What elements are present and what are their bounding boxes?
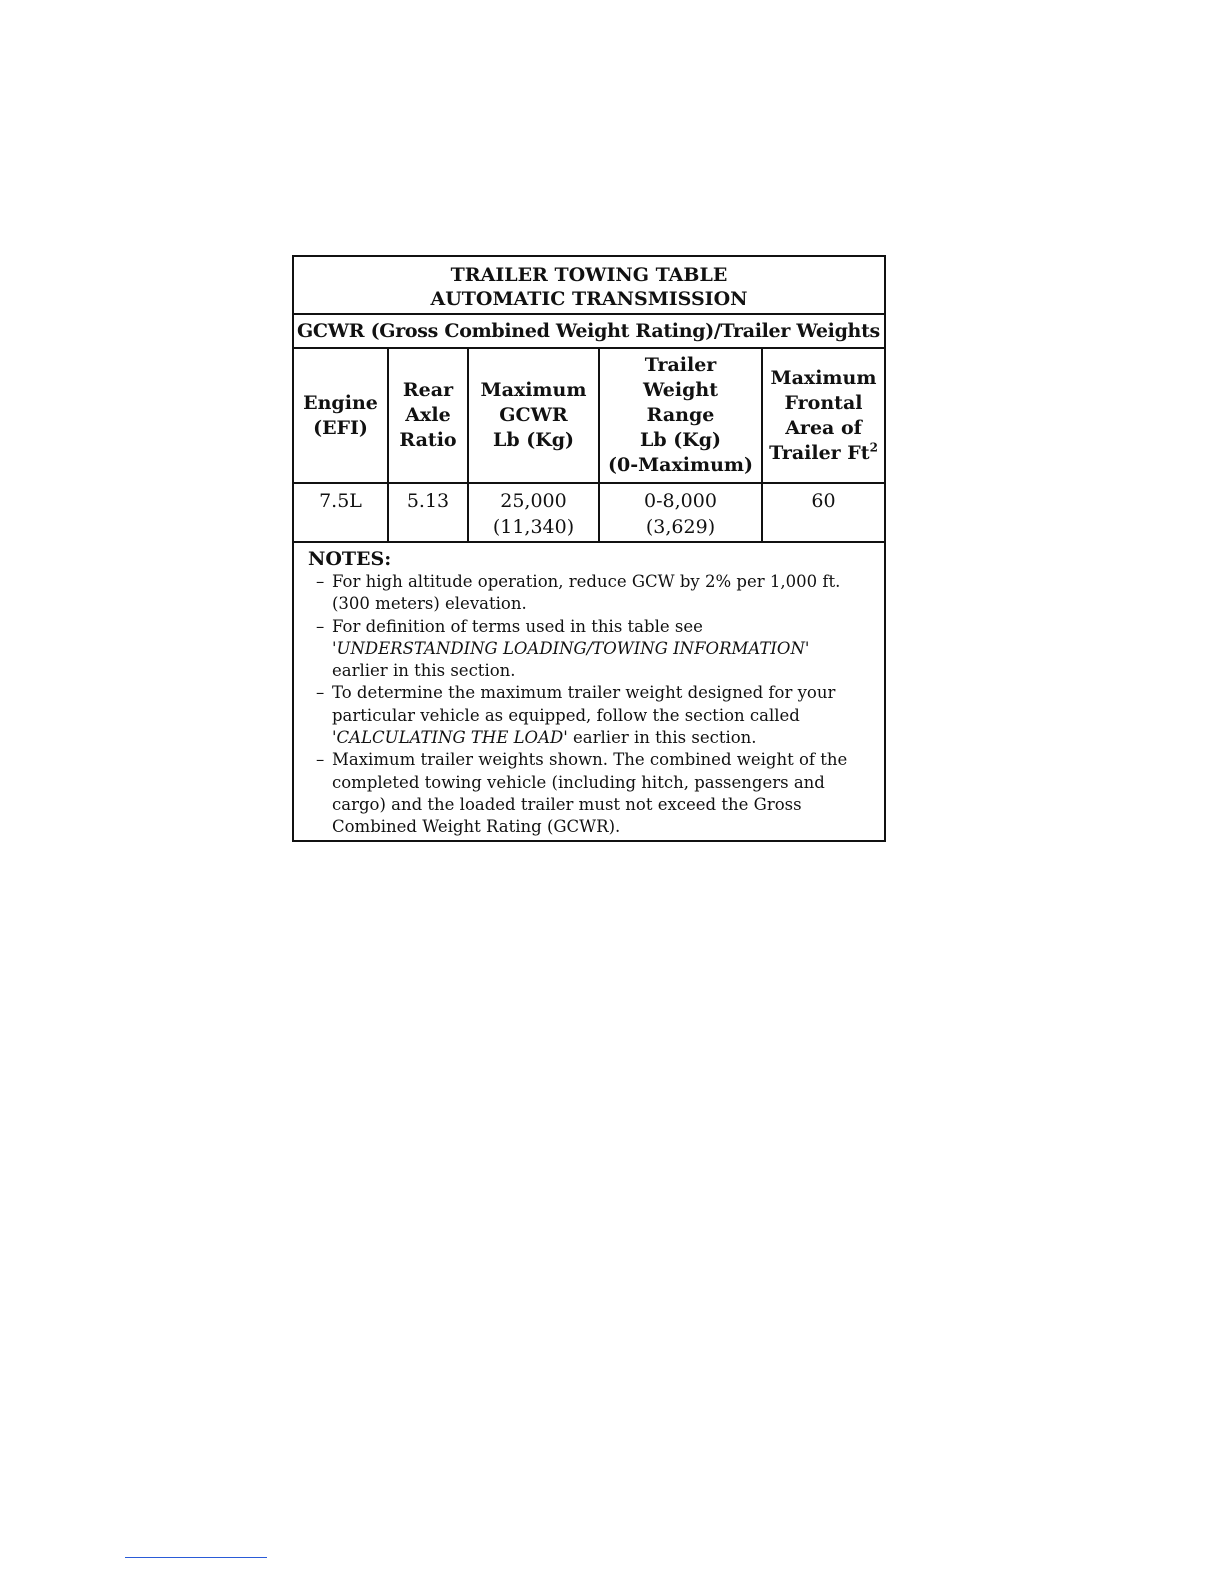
header-axle-line2: Axle <box>405 404 451 426</box>
header-axle-line1: Rear <box>402 379 454 401</box>
note-line: earlier in this section. <box>332 661 516 681</box>
header-range-line5: (0-Maximum) <box>608 454 753 476</box>
note-item <box>308 682 876 749</box>
note-line: For definition of terms used in this table see <box>332 616 703 636</box>
header-range-line2: Weight <box>643 379 718 401</box>
note-italic-reference: 'UNDERSTANDING LOADING/TOWING INFORMATION' <box>332 638 810 658</box>
header-trailer-weight-range <box>600 349 761 482</box>
note-line-tail: earlier in this section. <box>567 728 757 748</box>
note-line: cargo) and the loaded trailer must not exceed the Gross <box>332 794 802 814</box>
header-engine-line1: Engine <box>303 391 378 414</box>
header-frontal-line1: Maximum <box>770 366 877 389</box>
cell-range-lb: 0-8,000 <box>644 490 717 512</box>
header-gcwr-line1: Maximum <box>480 379 587 401</box>
note-line: completed towing vehicle (including hitch, passengers and <box>332 772 825 792</box>
header-frontal-text: Trailer Ft <box>769 441 870 464</box>
cell-frontal-value: 60 <box>811 490 836 512</box>
header-engine-line2: (EFI) <box>313 416 368 439</box>
header-rear-axle-ratio <box>389 349 467 482</box>
header-range-line3: Range <box>646 404 715 426</box>
note-line: For high altitude operation, reduce GCW by 2% per 1,000 ft. <box>332 572 841 591</box>
notes-section <box>294 543 884 839</box>
note-line: Combined Weight Rating (GCWR). <box>332 817 621 837</box>
header-frontal-line2: Frontal <box>784 391 863 414</box>
cell-frontal-area <box>763 484 884 541</box>
header-maximum-frontal-area <box>763 349 884 482</box>
table-title-line2: AUTOMATIC TRANSMISSION <box>430 288 748 310</box>
note-line: Maximum trailer weights shown. The combined weight of the <box>332 750 848 770</box>
notes-list <box>308 571 876 839</box>
note-item <box>308 749 876 838</box>
header-gcwr-line3: Lb (Kg) <box>492 429 575 451</box>
notes-title: NOTES: <box>308 548 392 570</box>
cell-range-kg: (3,629) <box>645 516 716 538</box>
cell-gcwr <box>469 484 598 541</box>
table-title-line1: TRAILER TOWING TABLE <box>450 264 728 286</box>
note-line: particular vehicle as equipped, follow the section called <box>332 705 800 725</box>
note-item <box>308 616 876 683</box>
note-dash: – <box>316 750 325 770</box>
note-item <box>308 571 876 616</box>
footer-rule <box>125 1557 267 1558</box>
note-dash: – <box>316 683 325 703</box>
cell-engine-value: 7.5L <box>319 490 362 512</box>
cell-weight-range <box>600 484 761 541</box>
header-engine <box>294 349 387 482</box>
header-frontal-line4 <box>769 441 878 466</box>
header-range-line4: Lb (Kg) <box>639 429 722 451</box>
note-italic-reference: 'CALCULATING THE LOAD' <box>332 728 568 748</box>
header-frontal-line3: Area of <box>785 416 862 439</box>
cell-axle-value: 5.13 <box>406 490 450 512</box>
header-maximum-gcwr <box>469 349 598 482</box>
cell-gcwr-kg: (11,340) <box>492 516 575 538</box>
cell-gcwr-lb: 25,000 <box>500 490 567 512</box>
header-frontal-superscript: 2 <box>869 440 878 455</box>
header-range-line1: Trailer <box>644 354 717 376</box>
header-gcwr-line2: GCWR <box>499 404 568 426</box>
table-title <box>294 257 884 315</box>
cell-engine <box>294 484 387 541</box>
towing-table-frame <box>292 255 886 842</box>
note-line: To determine the maximum trailer weight designed for your <box>332 683 836 703</box>
note-line <box>332 727 876 749</box>
note-dash: – <box>316 572 325 591</box>
cell-axle-ratio <box>389 484 467 541</box>
note-line: (300 meters) elevation. <box>332 594 527 614</box>
note-dash: – <box>316 616 325 636</box>
header-axle-line3: Ratio <box>399 429 457 451</box>
table-subtitle: GCWR (Gross Combined Weight Rating)/Trailer Weights <box>294 315 884 349</box>
